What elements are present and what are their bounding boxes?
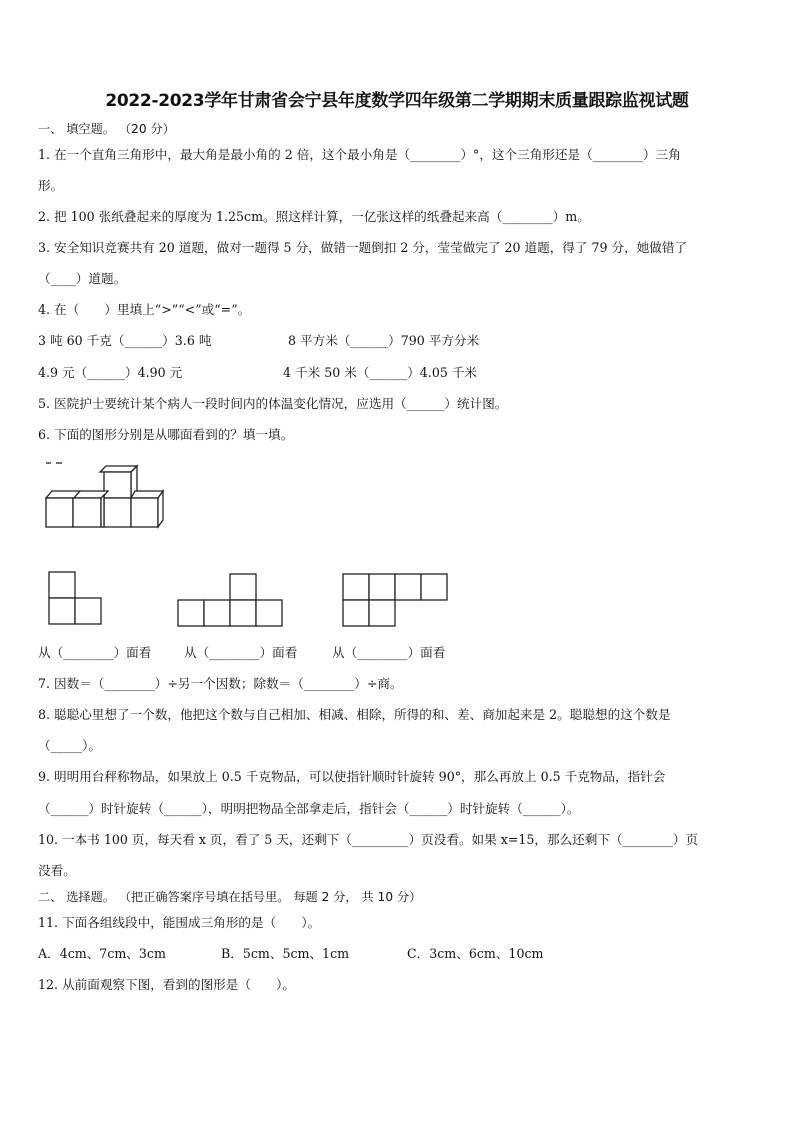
question-10-line-1: 10. 一本书 100 页，每天看 x 页，看了 5 天，还剩下（_________）页没看。如果 x=15，那么还剩下（________）页 bbox=[38, 832, 699, 847]
section-2-heading: 二、 选择题。 （把正确答案序号填在括号里。 每题 2 分， 共 10 分） bbox=[38, 890, 422, 904]
view-figure-3 bbox=[341, 572, 453, 632]
question-2: 2. 把 100 张纸叠起来的厚度为 1.25cm。照这样计算，一亿张这样的纸叠起来高（________）m。 bbox=[38, 209, 590, 224]
question-8-line-1: 8. 聪聪心里想了一个数，他把这个数与自己相加、相减、相除，所得的和、差、商加起来是 2。聪聪想的这个数是 bbox=[38, 707, 671, 722]
question-1-line-1: 1. 在一个直角三角形中，最大角是最小角的 2 倍，这个最小角是（________）°，这个三角形还是（________）三角 bbox=[38, 147, 681, 162]
question-11-option-c: C．3cm、6cm、10cm bbox=[407, 946, 544, 961]
question-4: 4. 在（ ）里填上“>”“<”或“=”。 bbox=[38, 302, 251, 317]
question-4-item-d: 4 千米 50 米（______）4.05 千米 bbox=[283, 365, 478, 380]
question-8-line-2: （_____）。 bbox=[38, 738, 101, 753]
question-3-line-2: （____）道题。 bbox=[38, 271, 127, 286]
page-title: 2022-2023学年甘肃省会宁县年度数学四年级第二学期期末质量跟踪监视试题 bbox=[105, 91, 689, 111]
question-4-row-1 bbox=[38, 333, 738, 349]
question-4-row-2 bbox=[38, 365, 738, 381]
question-12: 12. 从前面观察下图，看到的图形是（ ）。 bbox=[38, 977, 296, 992]
question-6-answer-b: 从（________）面看 bbox=[184, 645, 298, 660]
question-4-item-c: 4.9 元（______）4.90 元 bbox=[38, 365, 183, 380]
view-figure-2 bbox=[176, 572, 288, 632]
question-4-item-b: 8 平方米（______）790 平方分米 bbox=[288, 333, 480, 348]
question-10-line-2: 没看。 bbox=[38, 863, 76, 878]
question-9-line-1: 9. 明明用台秤称物品，如果放上 0.5 千克物品，可以使指针顺时针旋转 90°，那么再放上 0.5 千克物品，指针会 bbox=[38, 769, 666, 784]
question-4-item-a: 3 吨 60 千克（______）3.6 吨 bbox=[38, 333, 212, 348]
question-11-option-b: B．5cm、5cm、1cm bbox=[221, 946, 350, 961]
section-1-heading: 一、 填空题。 （20 分） bbox=[38, 122, 175, 136]
question-6-answer-a: 从（________）面看 bbox=[38, 645, 152, 660]
question-9-line-2: （______）时针旋转（______），明明把物品全部拿走后，指针会（______）时针旋转（______）。 bbox=[38, 801, 580, 816]
question-6-answers bbox=[38, 645, 738, 661]
question-5: 5. 医院护士要统计某个病人一段时间内的体温变化情况，应选用（______）统计图。 bbox=[38, 396, 508, 411]
question-11: 11. 下面各组线段中，能围成三角形的是（ ）。 bbox=[38, 915, 321, 930]
question-6: 6. 下面的图形分别是从哪面看到的？填一填。 bbox=[38, 427, 294, 442]
question-3-line-1: 3. 安全知识竞赛共有 20 道题，做对一题得 5 分，做错一题倒扣 2 分，莹莹做完了 20 道题，得了 79 分，她做错了 bbox=[38, 240, 688, 255]
question-11-options bbox=[38, 946, 738, 962]
cube-stack-figure bbox=[42, 462, 172, 537]
view-figure-1 bbox=[47, 570, 107, 630]
question-6-answer-c: 从（________）面看 bbox=[332, 645, 446, 660]
question-1-line-2: 形。 bbox=[38, 178, 64, 193]
question-7: 7. 因数＝（________）÷另一个因数；除数＝（________）÷商。 bbox=[38, 676, 403, 691]
question-11-option-a: A．4cm、7cm、3cm bbox=[38, 946, 166, 961]
